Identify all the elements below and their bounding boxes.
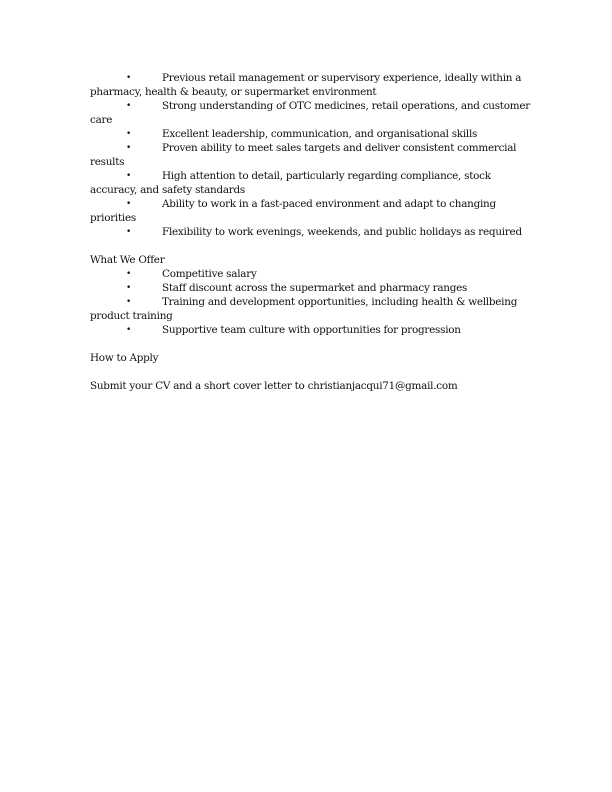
list-item xyxy=(90,99,530,127)
bullet-icon: • xyxy=(126,143,132,153)
list-item xyxy=(90,323,530,337)
list-item xyxy=(90,197,530,225)
bullet-icon: • xyxy=(126,73,132,83)
bullet-icon: • xyxy=(126,129,132,139)
bullet-icon: • xyxy=(126,325,132,335)
offer-list xyxy=(90,267,530,337)
list-item-text: Excellent leadership, communication, and organisational skills xyxy=(162,128,478,140)
list-item xyxy=(90,71,530,99)
offer-heading: What We Offer xyxy=(90,254,165,266)
document-page xyxy=(90,71,530,393)
list-item xyxy=(90,295,530,323)
bullet-icon: • xyxy=(126,171,132,181)
list-item-text: Supportive team culture with opportunities for progression xyxy=(162,324,461,336)
apply-instructions: Submit your CV and a short cover letter to christianjacqui71@gmail.com xyxy=(90,380,458,392)
bullet-icon: • xyxy=(126,101,132,111)
list-item-text: Competitive salary xyxy=(162,268,257,280)
list-item-text: Staff discount across the supermarket and pharmacy ranges xyxy=(162,282,468,294)
list-item-text: Flexibility to work evenings, weekends, and public holidays as required xyxy=(162,226,522,238)
list-item-text: Ability to work in a fast-paced environment and adapt to changing priorities xyxy=(90,198,496,224)
bullet-icon: • xyxy=(126,297,132,307)
list-item-text: Proven ability to meet sales targets and deliver consistent commercial results xyxy=(90,142,517,168)
spacer xyxy=(90,365,530,379)
spacer xyxy=(90,239,530,253)
bullet-icon: • xyxy=(126,283,132,293)
list-item xyxy=(90,225,530,239)
apply-heading: How to Apply xyxy=(90,352,159,364)
list-item xyxy=(90,281,530,295)
list-item-text: High attention to detail, particularly regarding compliance, stock accuracy, and safety standards xyxy=(90,170,491,196)
bullet-icon: • xyxy=(126,227,132,237)
list-item-text: Training and development opportunities, including health & wellbeing product training xyxy=(90,296,518,322)
list-item xyxy=(90,141,530,169)
spacer xyxy=(90,337,530,351)
requirements-list xyxy=(90,71,530,239)
list-item-text: Strong understanding of OTC medicines, retail operations, and customer care xyxy=(90,100,530,126)
list-item xyxy=(90,127,530,141)
list-item xyxy=(90,169,530,197)
bullet-icon: • xyxy=(126,199,132,209)
list-item xyxy=(90,267,530,281)
list-item-text: Previous retail management or supervisory experience, ideally within a pharmacy, health & beauty, or supermarket environment xyxy=(90,72,522,98)
bullet-icon: • xyxy=(126,269,132,279)
